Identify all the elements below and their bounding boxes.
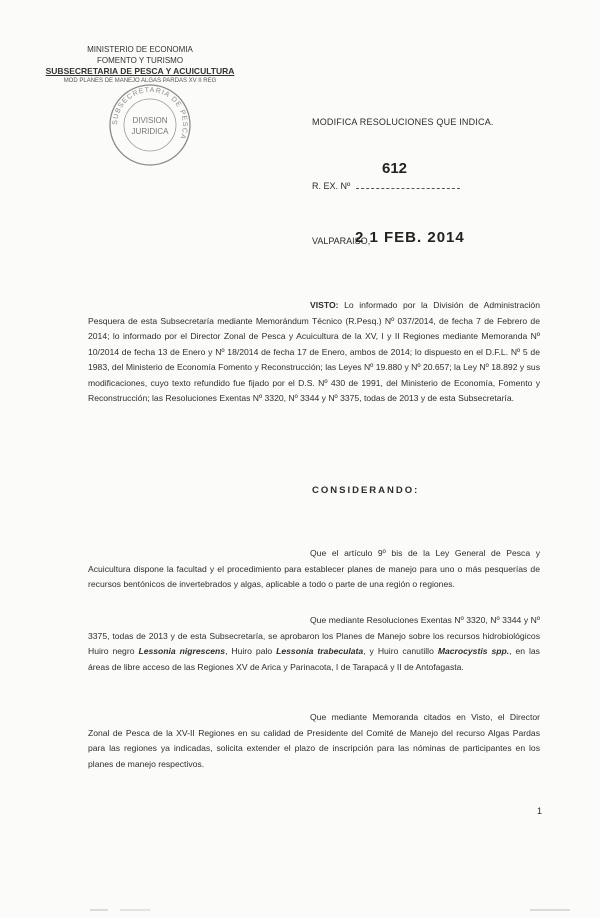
scan-edge-marks <box>90 905 570 915</box>
stamp-line-2: JURIDICA <box>131 127 169 136</box>
p2-text-a: Que mediante Resoluciones Exentas Nº 3320, Nº 3344 y Nº 3375, todas de 2013 y de esta Subsecretaría, se aprobaron los Planes de Manejo sobre los recursos hidrobiológicos Huiro negro <box>88 615 540 656</box>
resolution-label-row <box>312 180 460 191</box>
considerando-heading: CONSIDERANDO: <box>312 485 420 496</box>
resolution-number-line <box>356 180 460 189</box>
page-number: 1 <box>537 806 543 816</box>
subsecretaria-line: SUBSECRETARIA DE PESCA Y ACUICULTURA <box>45 66 235 76</box>
document-reference-line: MOD PLANES DE MANEJO ALGAS PARDAS XV II REG <box>63 78 217 84</box>
ministry-line-2: FOMENTO Y TURISMO <box>96 56 184 65</box>
species-lessonia-nigrescens: Lessonia nigrescens <box>138 646 226 656</box>
document-title: MODIFICA RESOLUCIONES QUE INDICA. <box>312 117 494 127</box>
place-label: VALPARAISO, <box>312 236 371 246</box>
resolution-label: R. EX. Nº <box>312 181 351 191</box>
stamp-line-1: DIVISION <box>132 116 168 125</box>
p2-text-b: , Huiro palo <box>225 646 277 656</box>
p2-text-d: , en las áreas de libre acceso de las Regiones XV de Arica y Parinacota, I de Tarapacá y II de Antofagasta. <box>88 646 540 672</box>
p2-text-c: , y Huiro canutillo <box>363 646 438 656</box>
considerando-paragraph-3: Que mediante Memoranda citados en Visto, el Director Zonal de Pesca de la XV-II Regiones en su calidad de Presidente del Comité de Manejo del recurso Algas Pardas para las regiones ya indicadas, solicita extender el plazo de inscripción para las nóminas de participantes en los planes de manejo respectivos. <box>88 712 540 769</box>
visto-label: VISTO: <box>310 300 339 310</box>
visto-text: Lo informado por la División de Administración Pesquera de esta Subsecretaría mediante Memorándum Técnico (R.Pesq.) Nº 037/2014, de fecha 7 de Febrero de 2014; lo informado por el Director Zonal de Pesca y Acuicultura de la XV, I y II Regiones mediante Memoranda Nº 10/2014 de fecha 13 de Enero y Nº 18/2014 de fecha 17 de Enero, ambos de 2014; lo dispuesto en el D.F.L. Nº 5 de 1983, del Ministerio de Economía Fomento y Reconstrucción; las Leyes Nº 19.880 y Nº 20.657; la Ley Nº 18.892 y sus modificaciones, cuyo texto refundido fue fijado por el D.S. Nº 430 de 1991, del Ministerio de Economía, Fomento y Reconstrucción; las Resoluciones Exentas Nº 3320, Nº 3344 y Nº 3375, todas de 2013 y de esta Subsecretaría. <box>88 300 540 403</box>
considerando-paragraph-1: Que el artículo 9º bis de la Ley General de Pesca y Acuicultura dispone la facultad y el procedimiento para establecer planes de manejo para uno o más pesquerías de recursos bentónicos de invertebrados y algas, aplicable a todo o parte de una región o regiones. <box>88 548 540 589</box>
species-macrocystis: Macrocystis spp. <box>437 646 510 656</box>
considerando-paragraph-2 <box>88 613 540 675</box>
visto-paragraph <box>88 298 540 407</box>
ministry-line-1: MINISTERIO DE ECONOMIA <box>87 45 193 54</box>
resolution-number: 612 <box>382 160 408 177</box>
stamp-ring-text: SUBSECRETARIA DE PESCA <box>111 86 189 141</box>
division-juridica-stamp <box>107 82 193 168</box>
species-lessonia-trabeculata: Lessonia trabeculata <box>276 646 364 656</box>
resolution-date: 2 1 FEB. 2014 <box>355 229 465 246</box>
ministry-header <box>40 44 240 85</box>
